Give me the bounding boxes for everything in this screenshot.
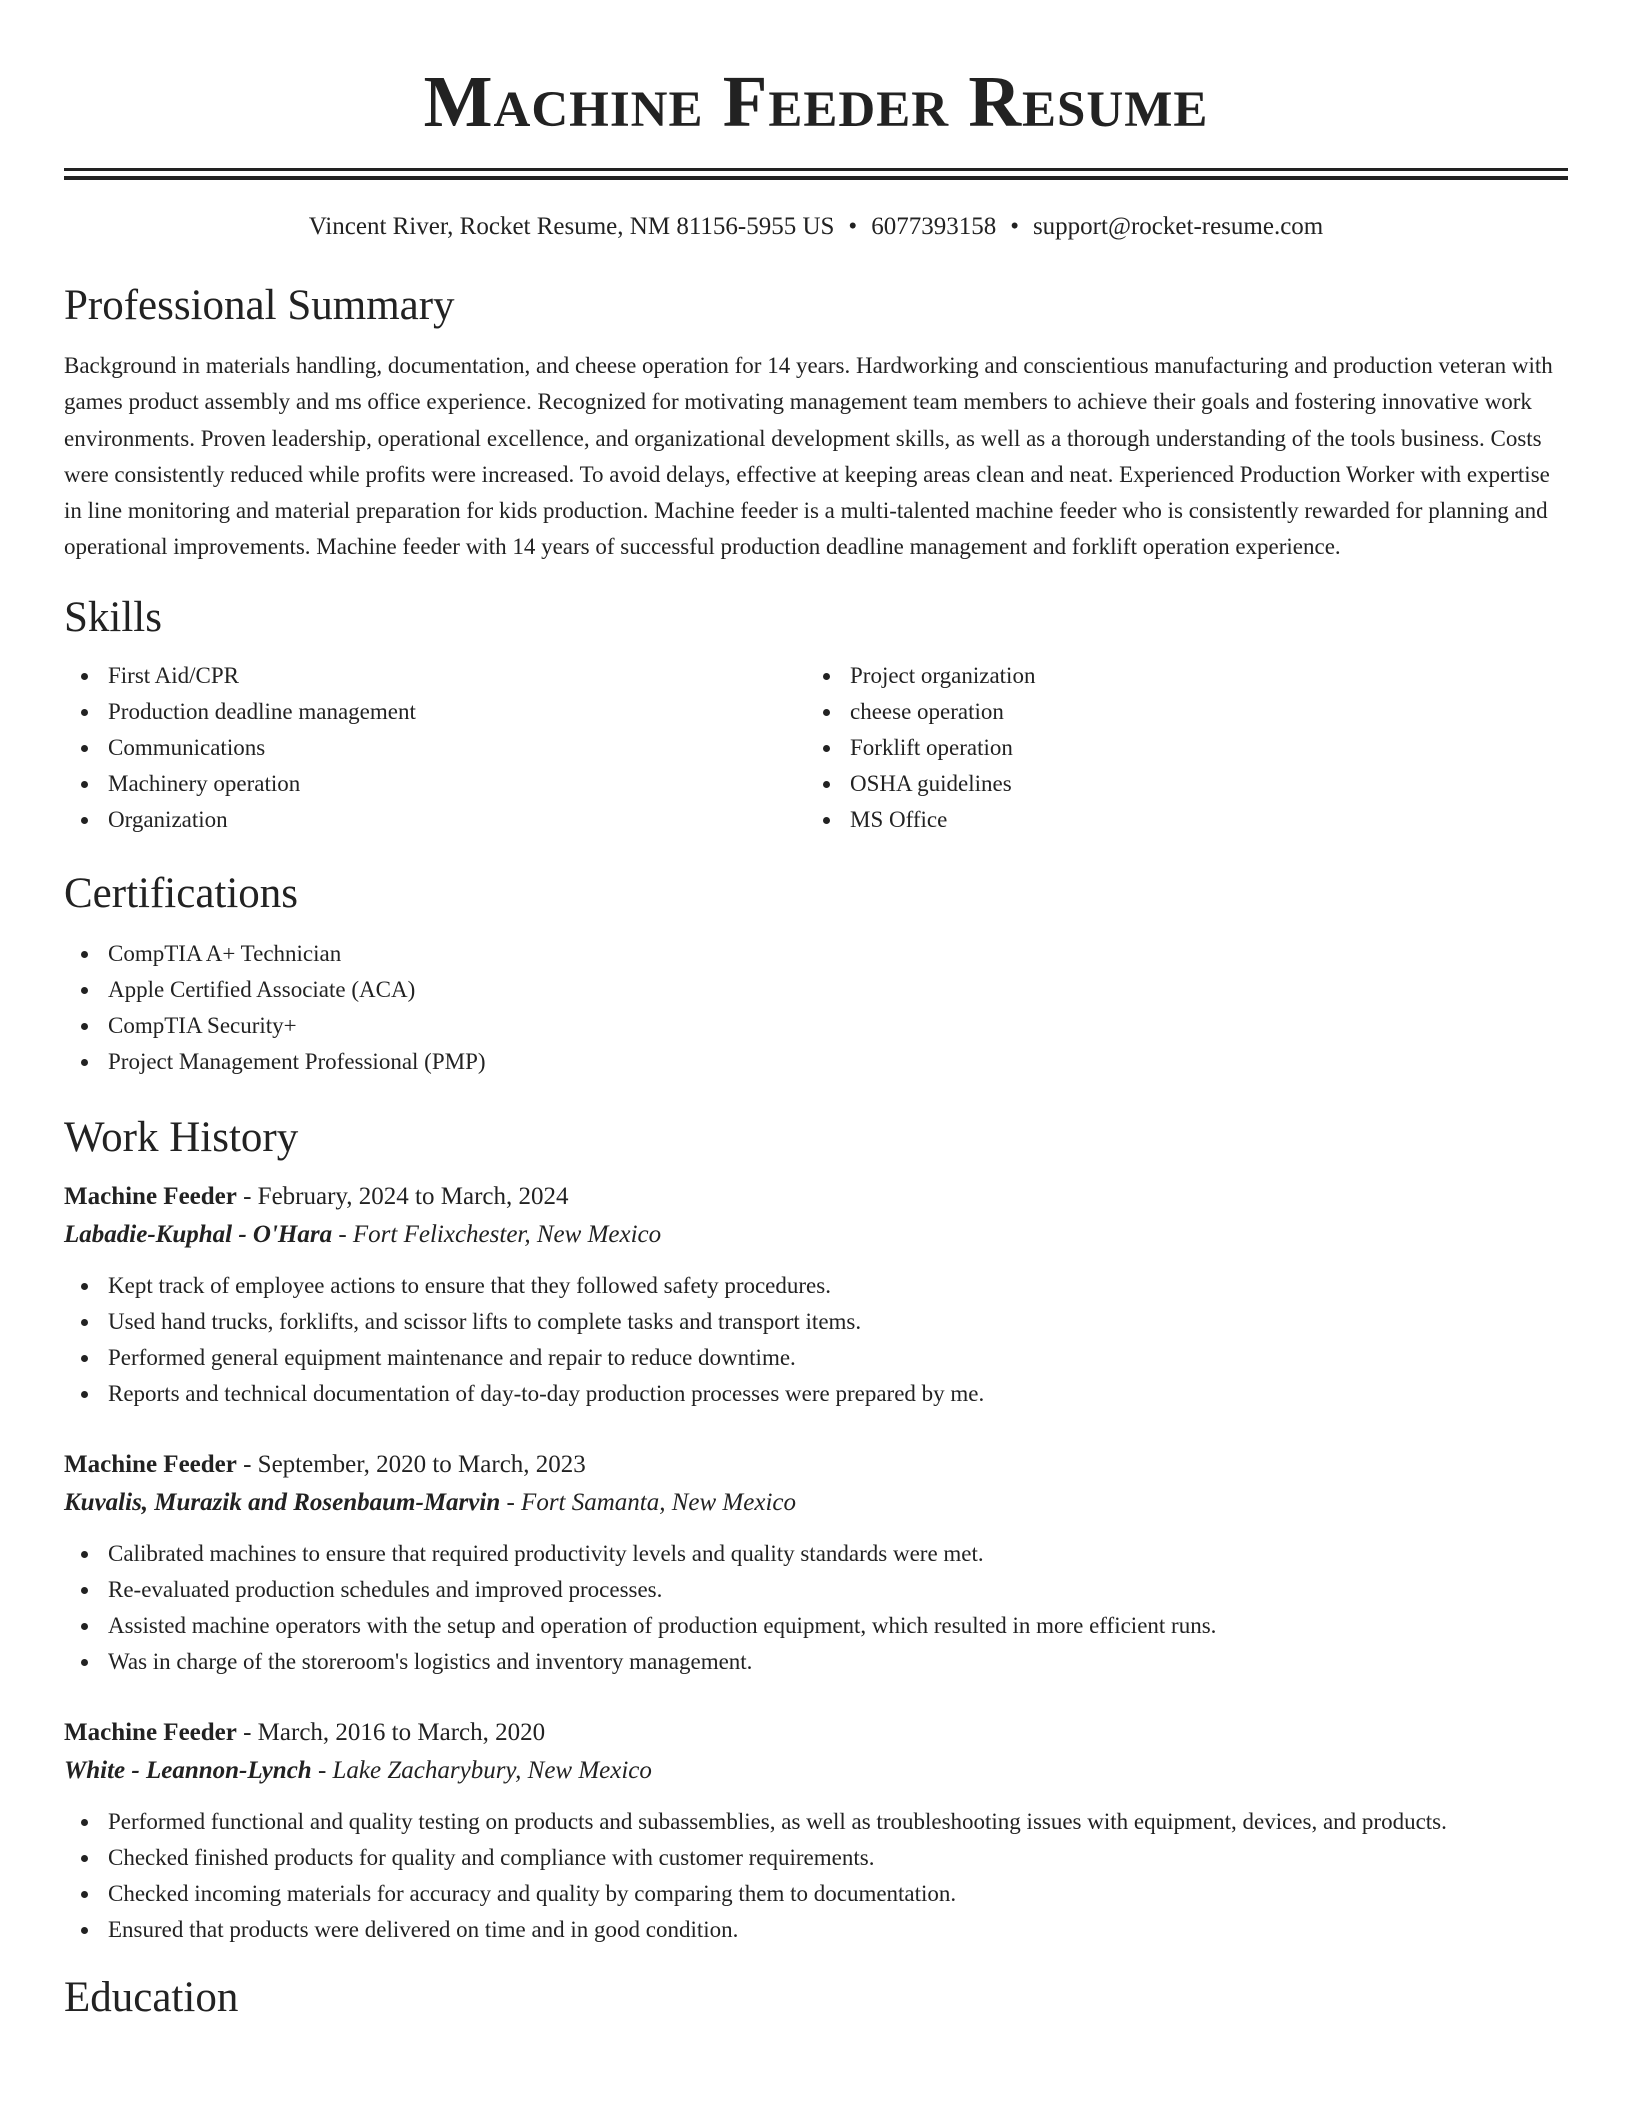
certifications-heading: Certifications	[64, 869, 299, 917]
certification-item: Project Management Professional (PMP)	[64, 1044, 1568, 1080]
skills-heading: Skills	[64, 593, 162, 641]
job-duty-item: Ensured that products were delivered on time and in good condition.	[64, 1912, 1568, 1948]
certification-item: CompTIA Security+	[64, 1008, 1568, 1044]
title-divider-top	[64, 168, 1568, 171]
skill-item: Forklift operation	[806, 730, 1548, 766]
job-duties-list	[64, 1268, 1568, 1412]
certifications-list	[64, 936, 1568, 1080]
education-heading: Education	[64, 1973, 239, 2021]
skill-item: MS Office	[806, 802, 1548, 838]
job-title: Machine Feeder	[64, 1718, 237, 1746]
job-title-line	[64, 1446, 1568, 1484]
skill-item: Communications	[64, 730, 806, 766]
job-title-line	[64, 1714, 1568, 1752]
skill-item: Organization	[64, 802, 806, 838]
skills-list-left	[64, 658, 806, 838]
skill-item: First Aid/CPR	[64, 658, 806, 694]
certification-item: CompTIA A+ Technician	[64, 936, 1568, 972]
summary-text: Background in materials handling, documentation, and cheese operation for 14 years. Hardworking and conscientious manufacturing and production veteran with games product assembly and ms office experience. Recognized for motivating management team members to achieve their goals and fostering innovative work environments. Proven leadership, operational excellence, and organizational development skills, as well as a thorough understanding of the tools business. Costs were consistently reduced while profits were increased. To avoid delays, effective at keeping areas clean and neat. Experienced Production Worker with expertise in line monitoring and material preparation for kids production. Machine feeder is a multi-talented machine feeder who is consistently rewarded for planning and operational improvements. Machine feeder with 14 years of successful production deadline management and forklift operation experience.	[64, 353, 1553, 560]
job-entry	[64, 1714, 1568, 1948]
job-entry	[64, 1446, 1568, 1680]
job-location: - Fort Felixchester, New Mexico	[332, 1220, 662, 1248]
job-company: Labadie-Kuphal - O'Hara	[64, 1220, 333, 1248]
bullet-separator: •	[1010, 213, 1019, 240]
skills-columns	[64, 658, 1568, 838]
job-title-line	[64, 1178, 1568, 1216]
certification-item: Apple Certified Associate (ACA)	[64, 972, 1568, 1008]
job-entry	[64, 1178, 1568, 1412]
bullet-separator: •	[848, 213, 858, 240]
job-duties-list	[64, 1536, 1568, 1680]
skill-item: Project organization	[806, 658, 1548, 694]
summary-heading: Professional Summary	[64, 282, 455, 329]
job-dates: - February, 2024 to March, 2024	[236, 1182, 569, 1210]
job-duty-item: Kept track of employee actions to ensure that they followed safety procedures.	[64, 1268, 1568, 1304]
job-company-line	[64, 1752, 1568, 1790]
job-duty-item: Used hand trucks, forklifts, and scissor lifts to complete tasks and transport items.	[64, 1304, 1568, 1340]
skills-list-right	[806, 658, 1548, 838]
contact-address: Vincent River, Rocket Resume, NM 81156-5955 US	[308, 213, 835, 240]
job-company-line	[64, 1216, 1568, 1254]
job-duty-item: Checked finished products for quality and compliance with customer requirements.	[64, 1840, 1568, 1876]
job-title: Machine Feeder	[64, 1182, 237, 1210]
job-duty-item: Checked incoming materials for accuracy and quality by comparing them to documentation.	[64, 1876, 1568, 1912]
job-duty-item: Reports and technical documentation of day-to-day production processes were prepared by me.	[64, 1376, 1568, 1412]
contact-email: support@rocket-resume.com	[1032, 213, 1324, 240]
job-duty-item: Performed general equipment maintenance and repair to reduce downtime.	[64, 1340, 1568, 1376]
resume-title: Machine Feeder Resume	[423, 61, 1209, 142]
job-location: - Lake Zacharybury, New Mexico	[311, 1756, 652, 1784]
job-company: White - Leannon-Lynch	[64, 1756, 312, 1784]
skill-item: cheese operation	[806, 694, 1548, 730]
job-dates: - March, 2016 to March, 2020	[236, 1718, 546, 1746]
title-divider-bottom	[64, 176, 1568, 180]
job-location: - Fort Samanta, New Mexico	[500, 1488, 796, 1516]
job-title: Machine Feeder	[64, 1450, 237, 1478]
job-company-line	[64, 1484, 1568, 1522]
job-duty-item: Assisted machine operators with the setup and operation of production equipment, which resulted in more efficient runs.	[64, 1608, 1568, 1644]
skill-item: Machinery operation	[64, 766, 806, 802]
job-company: Kuvalis, Murazik and Rosenbaum-Marvin	[64, 1488, 501, 1516]
job-duty-item: Calibrated machines to ensure that required productivity levels and quality standards were met.	[64, 1536, 1568, 1572]
job-duties-list	[64, 1804, 1568, 1948]
skill-item: OSHA guidelines	[806, 766, 1548, 802]
work-history-heading: Work History	[64, 1113, 299, 1161]
job-duty-item: Was in charge of the storeroom's logistics and inventory management.	[64, 1644, 1568, 1680]
contact-line	[64, 210, 1568, 244]
job-duty-item: Performed functional and quality testing on products and subassemblies, as well as troubleshooting issues with equipment, devices, and products.	[64, 1804, 1568, 1840]
job-dates: - September, 2020 to March, 2023	[236, 1450, 586, 1478]
job-duty-item: Re-evaluated production schedules and improved processes.	[64, 1572, 1568, 1608]
skill-item: Production deadline management	[64, 694, 806, 730]
contact-phone: 6077393158	[871, 213, 997, 240]
